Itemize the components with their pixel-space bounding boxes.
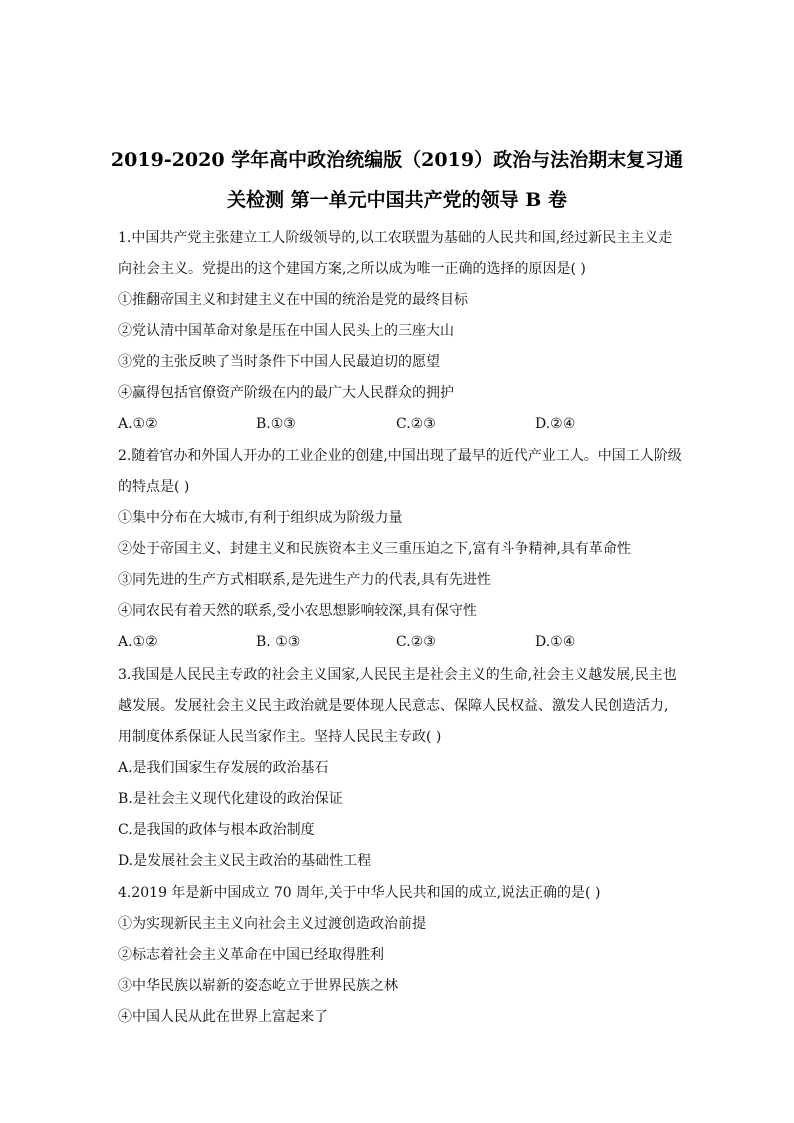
q3-choice-b: B.是社会主义现代化建设的政治保证 (118, 791, 343, 807)
q1-option-d: D.②④ (535, 416, 576, 432)
q2-item-4: ④同农民有着天然的联系,受小农思想影响较深,具有保守性 (118, 603, 477, 619)
q1-item-2: ②党认清中国革命对象是压在中国人民头上的三座大山 (118, 323, 454, 339)
q4-item-3: ③中华民族以崭新的姿态屹立于世界民族之林 (118, 978, 398, 994)
q3-choice-c: C.是我国的政体与根本政治制度 (118, 822, 315, 838)
q4-item-4: ④中国人民从此在世界上富起来了 (118, 1009, 328, 1025)
q2-option-c: C.②③ (396, 634, 436, 650)
q4-stem-line-1: 4.2019 年是新中国成立 70 周年,关于中华人民共和国的成立,说法正确的是( ) (118, 885, 601, 901)
q1-stem-line-1: 1.中国共产党主张建立工人阶级领导的,以工农联盟为基础的人民共和国,经过新民主主义走 (118, 230, 673, 246)
q1-item-3: ③党的主张反映了当时条件下中国人民最迫切的愿望 (118, 354, 440, 370)
q2-option-b: B. ①③ (256, 634, 301, 650)
q2-option-d: D.①④ (535, 634, 576, 650)
q4-item-2: ②标志着社会主义革命在中国已经取得胜利 (118, 947, 384, 963)
q1-option-c: C.②③ (396, 416, 436, 432)
q1-option-b: B.①③ (256, 416, 296, 432)
q2-item-2: ②处于帝国主义、封建主义和民族资本主义三重压迫之下,富有斗争精神,具有革命性 (118, 541, 631, 557)
q2-stem-line-2: 的特点是( ) (118, 479, 190, 495)
q1-stem-line-2: 向社会主义。党提出的这个建国方案,之所以成为唯一正确的选择的原因是( ) (118, 261, 586, 277)
document-title-line-2: 关检测 第一单元中国共产党的领导 B 卷 (227, 189, 567, 211)
q3-choice-d: D.是发展社会主义民主政治的基础性工程 (118, 853, 372, 869)
q1-option-a: A.①② (118, 416, 158, 432)
q2-stem-line-1: 2.随着官办和外国人开办的工业企业的创建,中国出现了最早的近代产业工人。中国工人阶级 (118, 448, 682, 464)
q3-stem-line-1: 3.我国是人民民主专政的社会主义国家,人民民主是社会主义的生命,社会主义越发展,民主也 (118, 667, 677, 683)
q2-item-3: ③同先进的生产方式相联系,是先进生产力的代表,具有先进性 (118, 572, 491, 588)
q2-item-1: ①集中分布在大城市,有利于组织成为阶级力量 (118, 510, 403, 526)
q4-item-1: ①为实现新民主主义向社会主义过渡创造政治前提 (118, 916, 426, 932)
q3-stem-line-2: 越发展。发展社会主义民主政治就是要体现人民意志、保障人民权益、激发人民创造活力, (118, 698, 669, 714)
q2-option-a: A.①② (118, 634, 158, 650)
q1-item-4: ④赢得包括官僚资产阶级在内的最广大人民群众的拥护 (118, 385, 454, 401)
q1-item-1: ①推翻帝国主义和封建主义在中国的统治是党的最终目标 (118, 292, 468, 308)
q3-choice-a: A.是我们国家生存发展的政治基石 (118, 760, 329, 776)
q3-stem-line-3: 用制度体系保证人民当家作主。坚持人民民主专政( ) (118, 729, 442, 745)
document-title-line-1: 2019-2020 学年高中政治统编版（2019）政治与法治期末复习通 (110, 149, 684, 171)
